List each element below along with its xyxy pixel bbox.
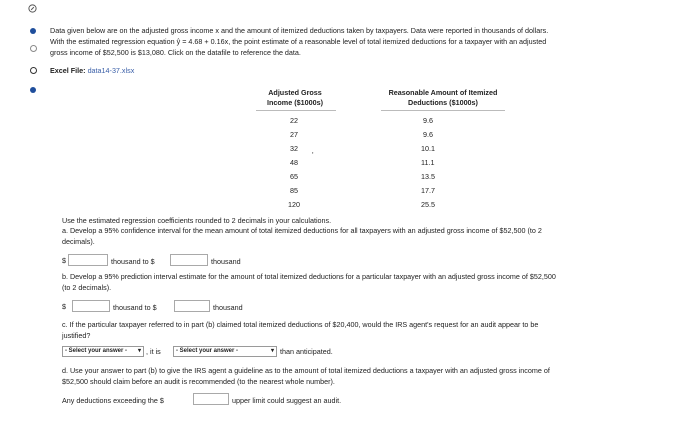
- col-header-income-line2: Income ($1000s): [267, 98, 323, 107]
- col-header-income-line1: Adjusted Gross: [268, 88, 322, 97]
- table-cell-deduction: 13.5: [421, 172, 435, 181]
- select-value: - Select your answer -: [65, 348, 128, 354]
- table-cell-income: 120: [288, 200, 300, 209]
- table-cell-deduction: 11.1: [421, 158, 435, 167]
- table-cell-deduction: 10.1: [421, 144, 435, 153]
- pencil-icon[interactable]: [28, 4, 37, 13]
- table-cell-income: 48: [290, 158, 298, 167]
- col-header-deductions: [380, 88, 506, 108]
- part-a-line-2: decimals).: [62, 237, 95, 246]
- nav-dot-answered[interactable]: [30, 87, 36, 93]
- intro-line-2: With the estimated regression equation ŷ = 4.68 + 0.16x, the point estimate of a reasonable level of total itemized deductions for a taxpayer with an adjusted: [50, 37, 547, 46]
- intro-line-1: Data given below are on the adjusted gross income x and the amount of itemized deductions taken by taxpayers. Data were reported in thousands of dollars.: [50, 26, 549, 35]
- excel-file-label: Excel File:: [50, 66, 86, 75]
- currency-prefix: $: [62, 256, 66, 265]
- part-c-line-1: c. If the particular taxpayer referred to in part (b) claimed total itemized deductions of $20,400, would the IRS agent's request for an audit appear to be: [62, 320, 539, 329]
- part-c-mid-label: , it is: [146, 347, 161, 356]
- part-b-line-1: b. Develop a 95% prediction interval estimate for the amount of total itemized deductions for a particular taxpayer with an adjusted gross income of $52,500: [62, 272, 556, 281]
- part-b-upper-input[interactable]: [174, 300, 210, 312]
- table-cell-income: 27: [290, 130, 298, 139]
- table-cell-income: 85: [290, 186, 298, 195]
- col-header-deductions-line2: Deductions ($1000s): [408, 98, 478, 107]
- excel-file-row: [50, 66, 134, 76]
- intro-line-3: gross income of $52,500 is $13,080. Click on the datafile to reference the data.: [50, 48, 301, 57]
- part-b-suffix-label: thousand: [213, 303, 243, 312]
- part-b-line-2: (to 2 decimals).: [62, 283, 112, 292]
- part-a-suffix-label: thousand: [211, 257, 241, 266]
- chevron-down-icon: ▾: [137, 348, 141, 354]
- chevron-down-icon: ▾: [270, 348, 274, 354]
- header-divider: [256, 110, 336, 111]
- part-c-comparison-select[interactable]: [173, 346, 277, 357]
- part-b-lower-input[interactable]: [72, 300, 110, 312]
- part-b-mid-label: thousand to $: [113, 303, 157, 312]
- part-a-mid-label: thousand to $: [111, 257, 155, 266]
- part-c-line-2: justified?: [62, 331, 91, 340]
- part-a-upper-input[interactable]: [170, 254, 208, 266]
- col-header-deductions-line1: Reasonable Amount of Itemized: [388, 88, 498, 97]
- header-divider: [381, 110, 505, 111]
- table-cell-income: 32: [290, 144, 298, 153]
- nav-dot-unanswered[interactable]: [30, 45, 37, 52]
- part-d-line-2: $52,500 should claim before an audit is recommended (to the nearest whole number).: [62, 377, 335, 386]
- select-value: - Select your answer -: [176, 348, 239, 354]
- table-cell-income: 22: [290, 116, 298, 125]
- part-c-suffix-label: than anticipated.: [280, 347, 333, 356]
- part-a-answer-row: [62, 256, 66, 270]
- nav-dot-unanswered[interactable]: [30, 67, 37, 74]
- table-cell-deduction: 9.6: [423, 130, 433, 139]
- instructions-text: Use the estimated regression coefficients rounded to 2 decimals in your calculations.: [62, 216, 332, 225]
- mouse-cursor-icon: ': [312, 151, 314, 160]
- col-header-income: [255, 88, 335, 108]
- excel-file-link[interactable]: data14-37.xlsx: [87, 66, 135, 75]
- part-d-line-1: d. Use your answer to part (b) to give the IRS agent a guideline as to the amount of total itemized deductions a taxpayer with an adjusted gross income of: [62, 366, 550, 375]
- part-a-lower-input[interactable]: [68, 254, 108, 266]
- part-b-prefix: $: [62, 302, 66, 311]
- table-cell-income: 65: [290, 172, 298, 181]
- nav-dot-current[interactable]: [30, 28, 36, 34]
- question-nav-sidebar: [0, 0, 44, 429]
- part-d-suffix-label: upper limit could suggest an audit.: [232, 396, 342, 405]
- table-cell-deduction: 9.6: [423, 116, 433, 125]
- part-d-limit-input[interactable]: [193, 393, 229, 405]
- table-cell-deduction: 25.5: [421, 200, 435, 209]
- table-cell-deduction: 17.7: [421, 186, 435, 195]
- part-d-prefix: Any deductions exceeding the $: [62, 396, 164, 405]
- part-c-justified-select[interactable]: [62, 346, 144, 357]
- part-a-line-1: a. Develop a 95% confidence interval for the mean amount of total itemized deductions for all taxpayers with an adjusted gross income of $52,500 (to 2: [62, 226, 542, 235]
